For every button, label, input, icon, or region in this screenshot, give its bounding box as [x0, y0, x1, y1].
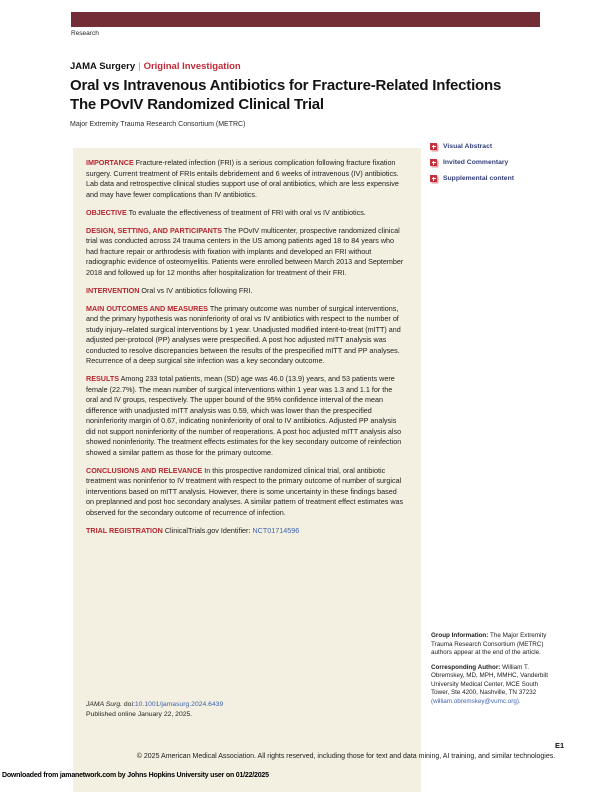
doi-prefix: doi: — [122, 701, 135, 708]
abstract-section-text: To evaluate the effectiveness of treatment of FRI with oral vs IV antibiotics. — [128, 207, 366, 217]
sidebar-link-supplemental-content[interactable] — [430, 174, 514, 183]
plus-icon — [430, 143, 437, 150]
page-number: E1 — [555, 741, 565, 750]
abstract-section-label: CONCLUSIONS AND RELEVANCE — [86, 465, 203, 475]
plus-icon — [430, 175, 437, 182]
abstract — [73, 148, 421, 536]
abstract-section-text: Oral vs IV antibiotics following FRI. — [141, 285, 253, 295]
abstract-section-label: DESIGN, SETTING, AND PARTICIPANTS — [86, 225, 223, 235]
group-information-text: The Major Extremity Trauma Research Consortium (METRC) authors appear at the end of the article. — [431, 632, 547, 656]
journal-name: JAMA Surgery — [70, 61, 136, 72]
corresponding-author-label: Corresponding Author: — [431, 663, 501, 671]
sidebar-link-invited-commentary[interactable] — [430, 158, 514, 167]
published-online: Published online January 22, 2025. — [86, 710, 193, 718]
copyright-line: © 2025 American Medical Association. All rights reserved, including those for text and data mining, AI training, and similar technologies. — [136, 753, 556, 760]
author-byline: Major Extremity Trauma Research Consortium (METRC) — [70, 121, 246, 128]
group-information-label: Group Information: — [431, 632, 489, 639]
plus-icon — [430, 159, 437, 166]
section-label: Research — [71, 30, 99, 37]
citation-doi-line — [86, 700, 223, 710]
title-line-2: The POvIV Randomized Clinical Trial — [70, 95, 324, 113]
article-type: Original Investigation — [143, 61, 241, 72]
abstract-section-text: ClinicalTrials.gov Identifier: — [164, 525, 251, 535]
jama-brand-bar — [71, 12, 540, 27]
sidebar-link-label: Invited Commentary — [443, 159, 509, 166]
abstract-section-label: IMPORTANCE — [86, 158, 134, 167]
corresponding-author — [431, 664, 557, 707]
corresponding-author-text: William T. Obremskey, MD, MPH, MMHC, Vanderbilt University Medical Center, MCE South Tower, Ste 4200, Nashville, TN 37232 — [431, 663, 548, 696]
abstract-section-label: TRIAL REGISTRATION — [86, 525, 163, 535]
sidebar-link-label: Supplemental content — [443, 175, 514, 182]
group-information — [431, 632, 557, 658]
title-line-1: Oral vs Intravenous Antibiotics for Fracture-Related Infections — [70, 77, 502, 94]
abstract-results — [86, 374, 406, 458]
abstract-section-label: RESULTS — [86, 374, 120, 383]
abstract-section-label: OBJECTIVE — [86, 207, 127, 217]
abstract-importance — [86, 158, 406, 200]
abstract-box — [73, 148, 421, 792]
doi-link[interactable]: 10.1001/jamasurg.2024.6439 — [134, 701, 224, 708]
abstract-section-text: In this prospective randomized clinical trial, oral antibiotic treatment was noninferior to IV treatment with respect to the primary outcome of number of surgical interventions based on mITT analysis. However, there is some uncertainty in these findings based on preplanned and post hoc secondary analyses. A similar pattern of treatment effect estimates was observed for the secondary outcome of recurrence of infection. — [86, 465, 404, 517]
citation-block — [86, 700, 223, 719]
abstract-section-label: INTERVENTION — [86, 285, 140, 295]
related-content-links — [430, 142, 514, 190]
sidebar-link-visual-abstract[interactable] — [430, 142, 514, 151]
abstract-section-text: The POvIV multicenter, prospective randomized clinical trial was conducted across 24 trauma centers in the US among patients aged 18 to 84 years who had fracture repair or arthrodesis with fixation with implants and developed an FRI without radiographic evidence of osteomyelitis. Patients were enrolled between March 2013 and September 2018 and followed up for 12 months after hospitalization for treatment of their FRI. — [86, 225, 404, 277]
kicker-separator: | — [138, 61, 141, 72]
abstract-design — [86, 226, 406, 279]
article-title — [70, 77, 501, 114]
abstract-section-label: MAIN OUTCOMES AND MEASURES — [86, 303, 208, 313]
download-stamp: Downloaded from jamanetwork.com by Johns Hopkins University user on 01/22/2025 — [2, 772, 269, 779]
abstract-intervention — [86, 286, 406, 297]
abstract-section-text: Fracture-related infection (FRI) is a serious complication following fracture fixation surgery. Current treatment of FRIs entails debridement and 6 weeks of intravenous (IV) antibiotics. Lab data and retrospective clinical studies support use of oral antibiotics, which are less expensive and may have fewer complications than IV antibiotics. — [86, 158, 399, 199]
author-information — [431, 632, 557, 712]
abstract-section-text: The primary outcome was number of surgical interventions, and the primary hypothesis was noninferiority of oral vs IV antibiotics with respect to the number of study injury–related surgical interventions by 1 year. Unadjusted modified intent-to-treat (mITT) and adjusted per-protocol (PP) analyses were prespecified. A post hoc adjusted mITT analysis was conducted to resolve discrepancies between the results of the prespecified mITT and PP analyses. Recurrence of a deep surgical site infection was a key secondary outcome. — [86, 303, 401, 365]
abstract-trial-registration — [86, 526, 406, 537]
corresponding-author-email-link[interactable]: (william.obremskey@vumc.org). — [431, 697, 521, 705]
abstract-objective — [86, 208, 406, 219]
abstract-outcomes — [86, 304, 406, 367]
journal-abbrev: JAMA Surg. — [86, 701, 123, 708]
nct-identifier-link[interactable]: NCT01714596 — [252, 525, 300, 535]
sidebar-link-label: Visual Abstract — [443, 143, 493, 150]
abstract-conclusions — [86, 466, 406, 519]
article-kicker — [70, 61, 241, 72]
abstract-section-text: Among 233 total patients, mean (SD) age was 46.0 (13.9) years, and 53 patients were female (22.7%). The mean number of surgical interventions within 1 year was 1.3 and 1.1 for the oral and IV groups, respectively. The upper bound of the 95% confidence interval of the mean difference with unadjusted mITT analysis was 0.59, which was lower than the prespecified noninferiority margin of 0.67, indicating noninferiority of oral to IV antibiotics. Adjusted PP analysis did not support noninferiority of the number of reoperations. A post hoc adjusted mITT analysis also showed noninferiority. The treatment effects estimates for the key secondary outcome of reinfection showed a similar pattern as those for the primary outcome. — [86, 374, 402, 457]
